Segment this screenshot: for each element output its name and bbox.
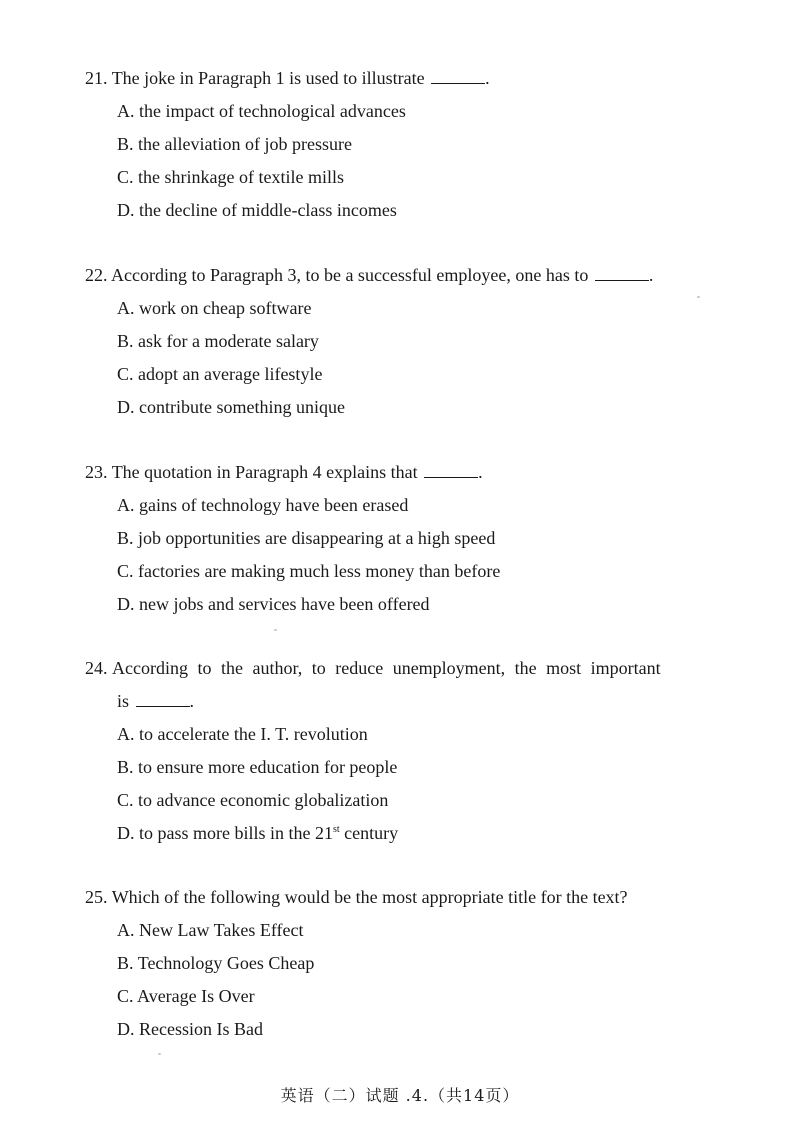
question-stem — [85, 881, 725, 914]
option-text: contribute something unique — [139, 397, 345, 417]
option-d — [85, 1013, 725, 1046]
question-number: 24. — [85, 658, 108, 678]
option-a — [85, 718, 725, 751]
ordinal-suffix: st — [332, 824, 340, 835]
option-d — [85, 588, 725, 621]
question-text: Which of the following would be the most appropriate title for the text? — [111, 887, 628, 907]
stem-end-punctuation: . — [648, 265, 654, 285]
answer-blank — [595, 264, 649, 281]
stem-end-punctuation: . — [189, 691, 195, 711]
option-text: to accelerate the I. T. revolution — [139, 724, 368, 744]
option-text: to ensure more education for people — [138, 757, 398, 777]
option-c — [85, 980, 725, 1013]
options-list — [85, 95, 725, 227]
question-number: 22. — [85, 265, 108, 285]
option-letter: D. — [117, 200, 135, 220]
options-list — [85, 292, 725, 424]
option-d — [85, 391, 725, 424]
option-b — [85, 128, 725, 161]
option-letter: B. — [117, 953, 134, 973]
question-stem-continuation — [85, 685, 725, 718]
question-stem — [85, 456, 725, 489]
option-text: ask for a moderate salary — [138, 331, 319, 351]
scan-speck — [274, 629, 277, 631]
question-number: 21. — [85, 68, 108, 88]
option-letter: B. — [117, 331, 134, 351]
question-number: 23. — [85, 462, 108, 482]
page-footer: 英语（二）试题 .4.（共14页） — [280, 1086, 520, 1105]
option-b — [85, 522, 725, 555]
option-c — [85, 555, 725, 588]
option-a — [85, 95, 725, 128]
options-list — [85, 489, 725, 621]
scan-speck — [158, 1053, 161, 1055]
question-25 — [85, 881, 725, 1046]
option-letter: C. — [117, 986, 134, 1006]
stem-end-punctuation: . — [478, 462, 483, 482]
answer-blank — [431, 67, 485, 84]
option-letter: C. — [117, 561, 134, 581]
question-text-line2: is — [117, 691, 130, 711]
option-text: Average Is Over — [137, 986, 255, 1006]
option-letter: B. — [117, 757, 134, 777]
answer-blank — [136, 690, 190, 707]
option-text: the alleviation of job pressure — [138, 134, 352, 154]
option-d — [85, 194, 725, 227]
option-letter: A. — [117, 298, 135, 318]
question-text: The quotation in Paragraph 4 explains that — [111, 462, 418, 482]
question-text: According to Paragraph 3, to be a successful employee, one has to — [111, 265, 589, 285]
option-letter: D. — [117, 397, 135, 417]
question-24 — [85, 652, 725, 850]
question-stem — [85, 62, 725, 95]
option-letter: D. — [117, 1019, 135, 1039]
option-d — [85, 817, 725, 850]
question-number: 25. — [85, 887, 108, 907]
option-c — [85, 784, 725, 817]
option-text-after: century — [339, 823, 399, 843]
option-text: factories are making much less money than before — [138, 561, 501, 581]
option-text: the shrinkage of textile mills — [138, 167, 344, 187]
question-21 — [85, 62, 725, 227]
option-letter: D. — [117, 823, 135, 843]
scan-speck — [697, 296, 700, 298]
option-a — [85, 489, 725, 522]
option-text: Technology Goes Cheap — [137, 953, 315, 973]
option-text: to advance economic globalization — [138, 790, 389, 810]
question-text: The joke in Paragraph 1 is used to illustrate — [111, 68, 425, 88]
question-23 — [85, 456, 725, 621]
question-stem — [85, 652, 725, 685]
option-text: job opportunities are disappearing at a high speed — [138, 528, 496, 548]
option-letter: C. — [117, 167, 134, 187]
option-letter: A. — [117, 920, 135, 940]
option-b — [85, 325, 725, 358]
option-a — [85, 292, 725, 325]
option-text: adopt an average lifestyle — [138, 364, 323, 384]
option-text: to pass more bills in the 21 — [139, 823, 333, 843]
option-text: New Law Takes Effect — [139, 920, 304, 940]
option-letter: D. — [117, 594, 135, 614]
answer-blank — [424, 461, 478, 478]
option-text: gains of technology have been erased — [139, 495, 409, 515]
option-text: new jobs and services have been offered — [139, 594, 430, 614]
question-22 — [85, 259, 725, 424]
option-a — [85, 914, 725, 947]
option-letter: A. — [117, 724, 135, 744]
option-text: work on cheap software — [139, 298, 312, 318]
options-list — [85, 718, 725, 850]
option-text: the decline of middle-class incomes — [139, 200, 397, 220]
option-c — [85, 161, 725, 194]
option-c — [85, 358, 725, 391]
option-letter: C. — [117, 790, 134, 810]
option-letter: A. — [117, 101, 135, 121]
option-letter: B. — [117, 134, 134, 154]
option-b — [85, 947, 725, 980]
question-text: According to the author, to reduce unemployment, the most important — [112, 658, 661, 678]
option-letter: B. — [117, 528, 134, 548]
question-stem — [85, 259, 725, 292]
option-b — [85, 751, 725, 784]
options-list — [85, 914, 725, 1046]
option-text: the impact of technological advances — [139, 101, 406, 121]
option-text: Recession Is Bad — [139, 1019, 263, 1039]
option-letter: A. — [117, 495, 135, 515]
option-letter: C. — [117, 364, 134, 384]
stem-end-punctuation: . — [485, 68, 490, 88]
